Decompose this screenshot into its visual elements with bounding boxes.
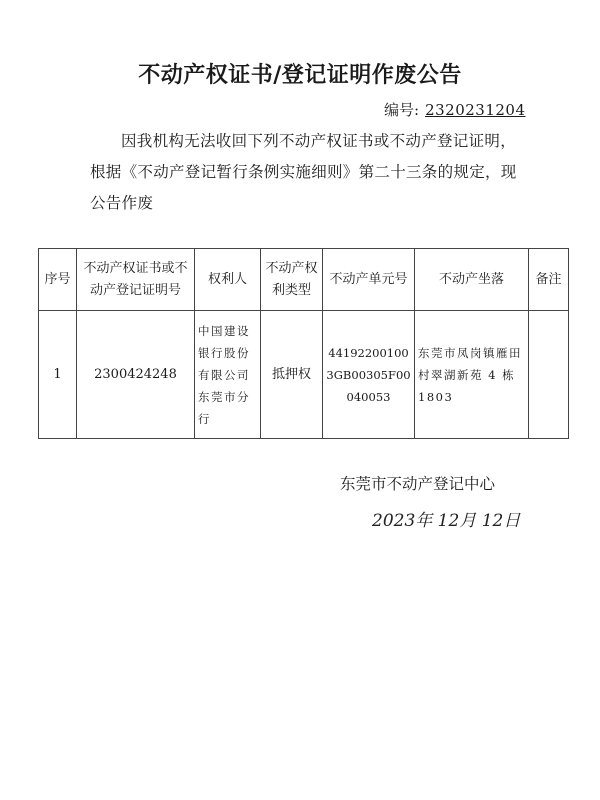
document-number-label: 编号:: [384, 101, 420, 119]
document-number: [384, 99, 526, 120]
records-table: [38, 248, 569, 439]
cell-seq: 1: [39, 311, 77, 439]
cell-remark: [529, 311, 569, 439]
cell-location: 东莞市凤岗镇雁田村翠湖新苑 4 栋 1803: [415, 311, 529, 439]
cell-holder: 中国建设银行股份有限公司东莞市分行: [195, 311, 261, 439]
header-location: 不动产坐落: [415, 249, 529, 311]
document-number-value: 2320231204: [425, 101, 526, 119]
header-remark: 备注: [529, 249, 569, 311]
table-row: [39, 311, 569, 439]
cell-right-type: 抵押权: [261, 311, 323, 439]
cell-certificate-no: 2300424248: [77, 311, 195, 439]
header-unit-no: 不动产单元号: [323, 249, 415, 311]
cell-unit-no: 441922001003GB00305F00040053: [323, 311, 415, 439]
header-certificate-no: 不动产权证书或不动产登记证明号: [77, 249, 195, 311]
page-title: 不动产权证书/登记证明作废公告: [138, 62, 462, 88]
header-right-type: 不动产权利类型: [261, 249, 323, 311]
header-holder: 权利人: [195, 249, 261, 311]
signature-date: 2023年 12月 12日: [372, 511, 521, 531]
announcement-body: 因我机构无法收回下列不动产权证书或不动产登记证明，根据《不动产登记暂行条例实施细则》第二十三条的规定，现公告作废: [90, 132, 517, 212]
header-seq: 序号: [39, 249, 77, 311]
table-header-row: [39, 249, 569, 311]
issuer-name: 东莞市不动产登记中心: [340, 475, 496, 493]
